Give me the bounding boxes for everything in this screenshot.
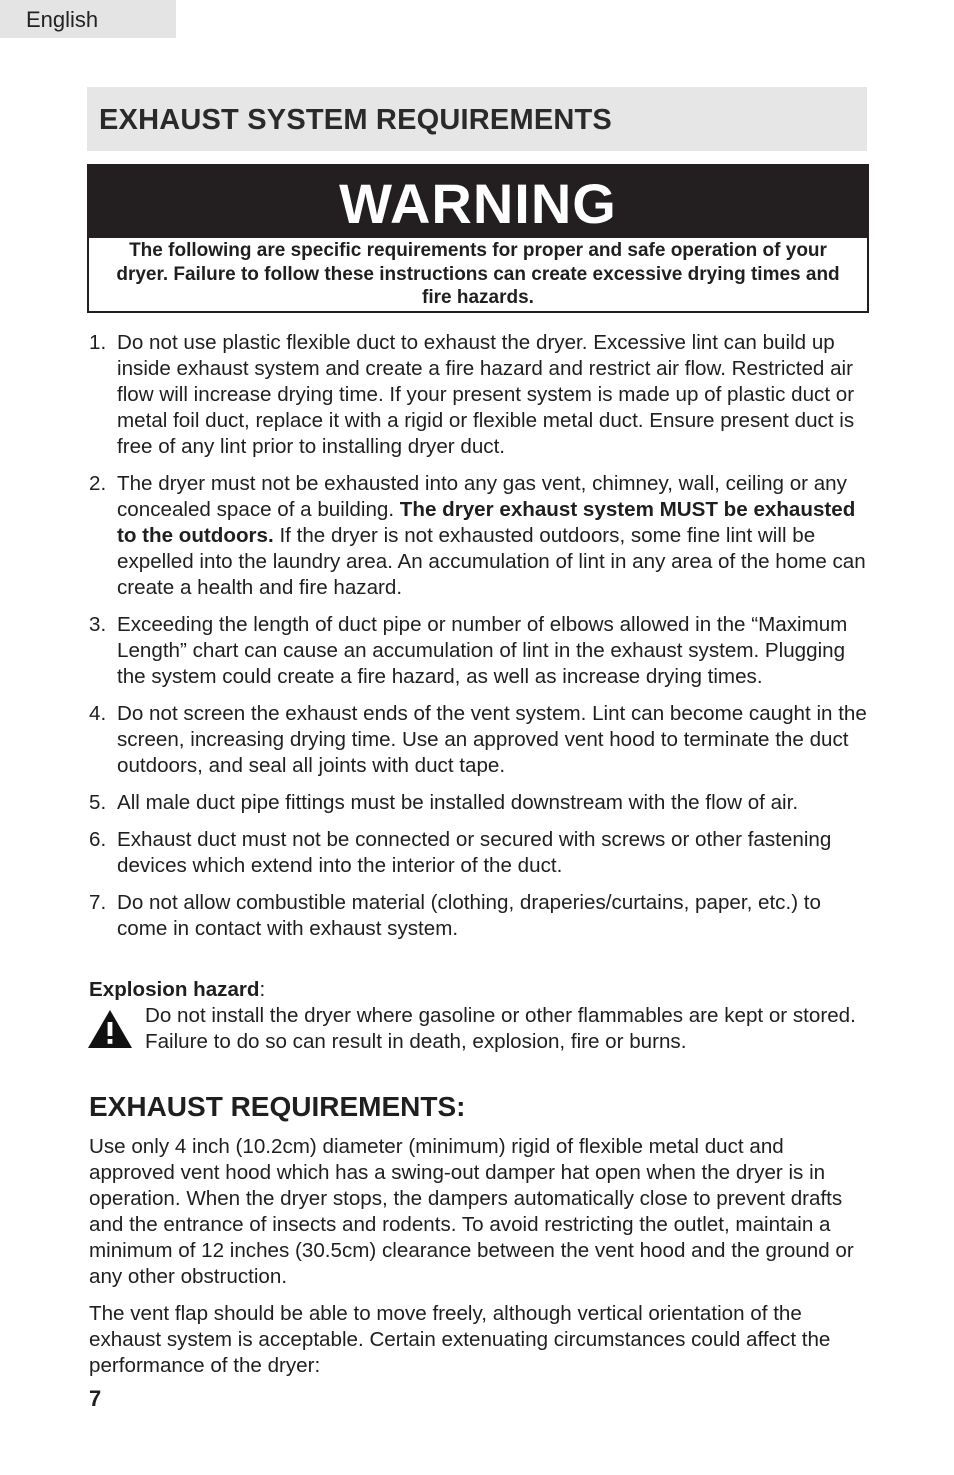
warning-text: The following are specific requirements for proper and safe operation of your dryer. Failure to follow these instructions can create excessive drying times and fire hazards. bbox=[116, 240, 840, 308]
list-item-text: Do not screen the exhaust ends of the vent system. Lint can become caught in the screen, increasing drying time. Use an approved vent hood to terminate the duct outdoors, and seal all joints with duct tape. bbox=[117, 702, 867, 777]
list-item bbox=[89, 790, 869, 816]
warning-triangle-icon bbox=[87, 1009, 133, 1049]
list-item-number: 6. bbox=[89, 828, 107, 851]
requirements-list bbox=[89, 330, 869, 953]
list-item bbox=[89, 471, 869, 601]
list-item-text: If the dryer is not exhausted outdoors, some fine lint will be expelled into the laundry area. An accumulation of lint in any area of the home can create a health and fire hazard. bbox=[117, 524, 866, 599]
exhaust-paragraph-1: Use only 4 inch (10.2cm) diameter (minimum) rigid of flexible metal duct and approved vent hood which has a swing-out damper hat open when the dryer is in operation. When the dryer stops, the dampers automatically close to prevent drafts and the entrance of insects and rodents. To avoid restricting the outlet, maintain a minimum of 12 inches (30.5cm) clearance between the vent hood and the ground or any other obstruction. bbox=[89, 1135, 854, 1288]
list-item-number: 3. bbox=[89, 613, 107, 636]
list-item bbox=[89, 701, 869, 779]
exhaust-paragraph-2: The vent flap should be able to move freely, although vertical orientation of the exhaust system is acceptable. Certain extenuating circumstances could affect the performance of the dryer: bbox=[89, 1302, 831, 1377]
list-item-number: 2. bbox=[89, 472, 107, 495]
hazard-label: Explosion hazard bbox=[89, 978, 260, 1001]
language-tab: English bbox=[0, 0, 176, 38]
list-item bbox=[89, 330, 869, 460]
hazard-text: Do not install the dryer where gasoline or other flammables are kept or stored. Failure to do so can result in death, explosion, fire or burns. bbox=[145, 1004, 856, 1053]
list-item-text: Do not use plastic flexible duct to exhaust the dryer. Excessive lint can build up inside exhaust system and create a fire hazard and restrict air flow. Restricted air flow will increase drying time. If your present system is made up of plastic duct or metal foil duct, replace it with a rigid or flexible metal duct. Ensure present duct is free of any lint prior to installing dryer duct. bbox=[117, 331, 855, 458]
list-item-number: 7. bbox=[89, 891, 107, 914]
list-item-text: All male duct pipe fittings must be installed downstream with the flow of air. bbox=[117, 791, 799, 814]
list-item-number: 5. bbox=[89, 791, 107, 814]
list-item-text: Exhaust duct must not be connected or secured with screws or other fastening devices which extend into the interior of the duct. bbox=[117, 828, 832, 877]
hazard-colon: : bbox=[259, 978, 266, 1001]
exhaust-requirements-heading: EXHAUST REQUIREMENTS: bbox=[89, 1091, 466, 1122]
list-item-bold-text: The dryer exhaust system MUST be exhausted to the outdoors. bbox=[117, 498, 856, 547]
section-title: EXHAUST SYSTEM REQUIREMENTS bbox=[87, 87, 867, 151]
warning-title: WARNING bbox=[89, 166, 867, 238]
warning-box bbox=[87, 164, 869, 313]
list-item-text: Exceeding the length of duct pipe or number of elbows allowed in the “Maximum Length” chart can cause an accumulation of lint in the exhaust system. Plugging the system could create a fire hazard, as well as increase drying times. bbox=[117, 613, 848, 688]
explosion-hazard-notice bbox=[89, 977, 869, 1055]
list-item-number: 4. bbox=[89, 702, 107, 725]
page-number: 7 bbox=[89, 1386, 102, 1411]
list-item bbox=[89, 612, 869, 690]
list-item-text: The dryer must not be exhausted into any gas vent, chimney, wall, ceiling or any concealed space of a building. bbox=[117, 472, 847, 521]
list-item-text: Do not allow combustible material (clothing, draperies/curtains, paper, etc.) to come in contact with exhaust system. bbox=[117, 891, 821, 940]
hazard-label-line bbox=[89, 977, 869, 1003]
list-item bbox=[89, 890, 869, 942]
list-item-number: 1. bbox=[89, 331, 107, 354]
list-item bbox=[89, 827, 869, 879]
hazard-body bbox=[89, 1003, 869, 1055]
